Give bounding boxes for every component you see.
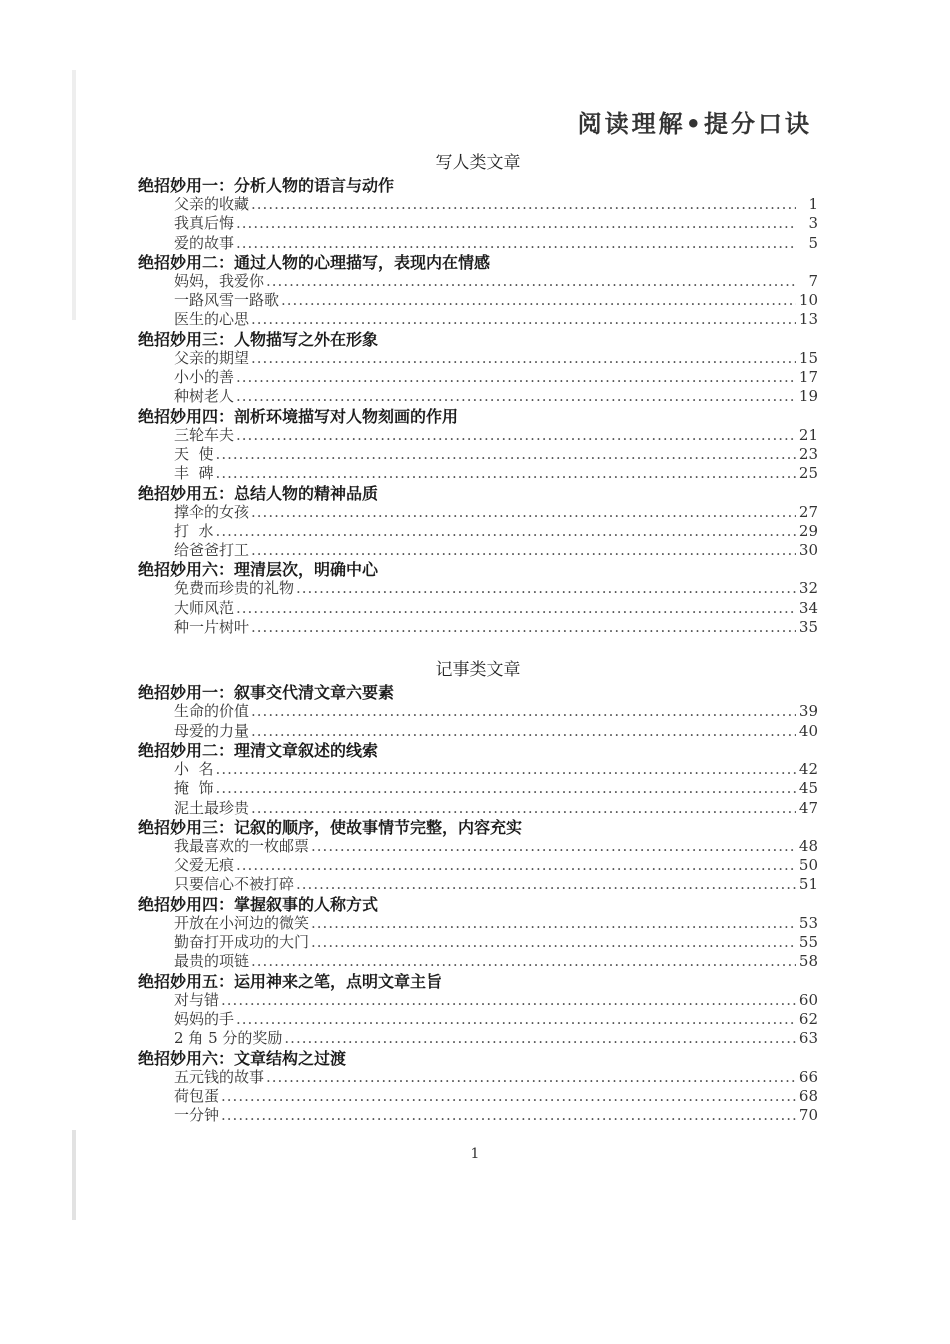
dot-leader	[251, 349, 796, 368]
entry-title: 种树老人	[174, 387, 235, 406]
dot-leader	[216, 760, 796, 779]
dot-leader	[236, 368, 796, 387]
dot-leader	[236, 426, 796, 445]
section-heading: 绝招妙用三：记叙的顺序，使故事情节完整，内容充实	[138, 817, 523, 837]
entry-title: 给爸爸打工	[174, 541, 250, 560]
entry-title: 一路风雪一路歌	[174, 291, 280, 310]
entry-title: 母爱的力量	[174, 721, 250, 740]
entry-title: 医生的心思	[174, 310, 250, 329]
entry-title: 2 角 5 分的奖励	[174, 1029, 283, 1048]
entry-page-number: 63	[798, 1029, 818, 1048]
entry-page-number: 70	[798, 1106, 818, 1125]
entry-title: 天 使	[174, 444, 214, 463]
entry-page-number: 1	[808, 195, 818, 213]
entry-title: 打 水	[174, 521, 214, 540]
entry-title: 开放在小河边的微笑	[174, 913, 310, 932]
entry-page-number: 35	[798, 618, 818, 637]
entry-page-number: 17	[798, 368, 818, 387]
entry-title: 小 名	[174, 759, 214, 778]
entry-title: 我真后悔	[174, 214, 235, 233]
entry-page-number: 15	[798, 348, 818, 367]
dot-leader	[266, 272, 796, 291]
entry-title: 小小的善	[174, 368, 235, 387]
entry-page-number: 40	[798, 721, 818, 740]
toc-entry[interactable]	[138, 579, 818, 598]
toc-entry[interactable]	[138, 195, 818, 214]
dot-leader	[251, 702, 796, 721]
toc-entry[interactable]	[138, 272, 818, 291]
dot-leader	[296, 875, 796, 894]
toc-entry[interactable]	[138, 387, 818, 406]
dot-leader	[221, 991, 796, 1010]
toc-entry[interactable]	[138, 349, 818, 368]
toc-entry[interactable]	[138, 779, 818, 798]
section-heading: 绝招妙用二：通过人物的心理描写，表现内在情感	[138, 252, 491, 272]
entry-title: 爱的故事	[174, 233, 235, 252]
toc-entry[interactable]	[138, 760, 818, 779]
dot-leader	[251, 195, 796, 214]
dot-leader	[236, 387, 796, 406]
dot-leader	[236, 599, 796, 618]
toc-entry[interactable]	[138, 291, 818, 310]
toc-entry[interactable]	[138, 952, 818, 971]
toc-entry[interactable]	[138, 214, 818, 233]
part-title: 记事类文章	[435, 660, 521, 681]
toc-entry[interactable]	[138, 1029, 818, 1048]
entry-page-number: 29	[798, 521, 818, 540]
toc-entry[interactable]	[138, 856, 818, 875]
entry-title: 种一片树叶	[174, 618, 250, 637]
table-of-contents	[138, 150, 818, 1125]
entry-title: 丰 碑	[174, 464, 214, 483]
section-heading: 绝招妙用六：理清层次，明确中心	[138, 560, 379, 580]
section-heading: 绝招妙用四：剖析环境描写对人物刻画的作用	[138, 406, 459, 426]
section-heading: 绝招妙用二：理清文章叙述的线索	[138, 740, 379, 760]
entry-page-number: 53	[798, 913, 818, 932]
toc-entry[interactable]	[138, 445, 818, 464]
dot-leader	[251, 722, 796, 741]
entry-page-number: 42	[798, 759, 818, 778]
dot-leader	[311, 933, 796, 952]
entry-page-number: 47	[798, 798, 818, 817]
entry-title: 父亲的期望	[174, 348, 250, 367]
book-title: 阅读理解•提分口诀	[577, 110, 812, 138]
dot-leader	[216, 522, 796, 541]
entry-title: 免费而珍贵的礼物	[174, 579, 295, 598]
dot-leader	[216, 445, 796, 464]
dot-leader	[296, 579, 796, 598]
entry-title: 一分钟	[174, 1106, 220, 1125]
section-heading: 绝招妙用一：叙事交代清文章六要素	[138, 683, 395, 703]
scan-edge-mark	[72, 70, 76, 320]
entry-page-number: 7	[808, 271, 818, 290]
entry-title: 父爱无痕	[174, 856, 235, 875]
toc-entry[interactable]	[138, 426, 818, 445]
toc-entry[interactable]	[138, 522, 818, 541]
toc-entry[interactable]	[138, 541, 818, 560]
entry-title: 妈妈，我爱你	[174, 271, 265, 290]
part-title: 写人类文章	[435, 153, 521, 173]
entry-page-number: 27	[798, 502, 818, 521]
entry-title: 只要信心不被打碎	[174, 875, 295, 894]
entry-page-number: 48	[798, 836, 818, 855]
dot-leader	[251, 799, 796, 818]
part-spacer	[138, 637, 818, 657]
section-heading: 绝招妙用五：总结人物的精神品质	[138, 483, 379, 503]
dot-leader	[311, 914, 796, 933]
entry-page-number: 10	[798, 291, 818, 310]
entry-page-number: 66	[798, 1067, 818, 1086]
dot-leader	[216, 464, 796, 483]
section-heading: 绝招妙用四：掌握叙事的人称方式	[138, 894, 379, 914]
entry-page-number: 25	[798, 464, 818, 483]
toc-entry[interactable]	[138, 799, 818, 818]
entry-page-number: 51	[798, 875, 818, 894]
toc-entry[interactable]	[138, 618, 818, 637]
entry-title: 五元钱的故事	[174, 1067, 265, 1086]
page-number: 1	[470, 1146, 480, 1162]
toc-entry[interactable]	[138, 722, 818, 741]
entry-title: 最贵的项链	[174, 952, 250, 971]
dot-leader	[221, 1106, 796, 1125]
section-heading: 绝招妙用三：人物描写之外在形象	[138, 329, 379, 349]
entry-title: 大师风范	[174, 598, 235, 617]
section-heading: 绝招妙用五：运用神来之笔，点明文章主旨	[138, 971, 443, 991]
toc-entry[interactable]	[138, 1106, 818, 1125]
dot-leader	[236, 1010, 796, 1029]
entry-title: 我最喜欢的一枚邮票	[174, 836, 310, 855]
entry-page-number: 55	[798, 933, 818, 952]
entry-page-number: 30	[798, 541, 818, 560]
section-heading: 绝招妙用六：文章结构之过渡	[138, 1048, 347, 1068]
toc-entry[interactable]	[138, 914, 818, 933]
entry-page-number: 32	[798, 579, 818, 598]
entry-title: 泥土最珍贵	[174, 798, 250, 817]
entry-page-number: 19	[798, 387, 818, 406]
entry-title: 撑伞的女孩	[174, 502, 250, 521]
dot-leader	[251, 952, 796, 971]
dot-leader	[266, 1068, 796, 1087]
entry-page-number: 21	[798, 425, 818, 444]
entry-title: 对与错	[174, 990, 220, 1009]
toc-entry[interactable]	[138, 310, 818, 329]
dot-leader	[251, 618, 796, 637]
dot-leader	[284, 1029, 796, 1048]
toc-entry[interactable]	[138, 702, 818, 721]
toc-entry[interactable]	[138, 1010, 818, 1029]
entry-title: 妈妈的手	[174, 1009, 235, 1028]
toc-entry[interactable]	[138, 991, 818, 1010]
dot-leader	[281, 291, 796, 310]
entry-page-number: 50	[798, 856, 818, 875]
toc-entry[interactable]	[138, 234, 818, 253]
toc-entry[interactable]	[138, 368, 818, 387]
entry-page-number: 5	[808, 233, 818, 252]
entry-title: 父亲的收藏	[174, 195, 250, 213]
entry-page-number: 68	[798, 1086, 818, 1105]
dot-leader	[251, 310, 796, 329]
entry-title: 荷包蛋	[174, 1086, 220, 1105]
entry-page-number: 62	[798, 1009, 818, 1028]
entry-title: 三轮车夫	[174, 425, 235, 444]
entry-page-number: 39	[798, 702, 818, 721]
toc-entry[interactable]	[138, 875, 818, 894]
dot-leader	[251, 503, 796, 522]
dot-leader	[236, 234, 796, 253]
entry-page-number: 58	[798, 952, 818, 971]
entry-title: 勤奋打开成功的大门	[174, 933, 310, 952]
entry-page-number: 3	[808, 214, 818, 233]
dot-leader	[311, 837, 796, 856]
dot-leader	[251, 541, 796, 560]
section-heading: 绝招妙用一：分析人物的语言与动作	[138, 176, 395, 195]
toc-entry[interactable]	[138, 503, 818, 522]
entry-title: 生命的价值	[174, 702, 250, 721]
entry-page-number: 13	[798, 310, 818, 329]
entry-title: 掩 饰	[174, 779, 214, 798]
entry-page-number: 60	[798, 990, 818, 1009]
dot-leader	[236, 856, 796, 875]
scan-edge-mark	[72, 1130, 76, 1220]
dot-leader	[221, 1087, 796, 1106]
entry-page-number: 34	[798, 598, 818, 617]
toc-entry[interactable]	[138, 837, 818, 856]
dot-leader	[236, 214, 796, 233]
dot-leader	[216, 779, 796, 798]
toc-entry[interactable]	[138, 933, 818, 952]
entry-page-number: 23	[798, 444, 818, 463]
toc-entry[interactable]	[138, 1068, 818, 1087]
toc-entry[interactable]	[138, 464, 818, 483]
entry-page-number: 45	[798, 779, 818, 798]
toc-entry[interactable]	[138, 599, 818, 618]
toc-entry[interactable]	[138, 1087, 818, 1106]
